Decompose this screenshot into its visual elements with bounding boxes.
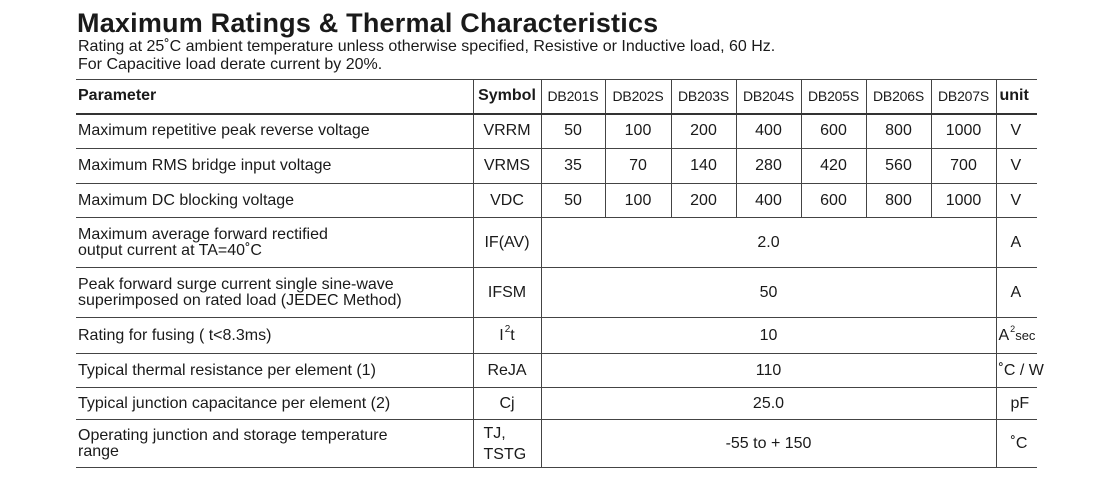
parameter-cell: Maximum repetitive peak reverse voltage [78, 122, 370, 140]
parameter-line: Maximum average forward rectified [78, 225, 328, 243]
value-cell: 140 [671, 149, 736, 184]
symbol-tail: t [510, 326, 515, 344]
value-cell: 70 [605, 149, 671, 184]
table-row [76, 354, 1037, 388]
parameter-line: output current at TA=40˚C [78, 241, 262, 259]
parameter-line: Operating junction and storage temperature [78, 426, 388, 444]
parameter-line: superimposed on rated load (JEDEC Method) [78, 291, 402, 309]
symbol-cell: Cj [473, 388, 541, 420]
unit-cell: V [996, 149, 1037, 184]
unit-cell [996, 318, 1037, 354]
value-cell: 600 [801, 114, 866, 149]
header-device: DB203S [671, 80, 736, 114]
value-cell: 10 [541, 318, 996, 354]
symbol-cell: IF(AV) [473, 218, 541, 268]
symbol-superscript: 2 [504, 323, 511, 335]
table-header-row [76, 80, 1037, 114]
parameter-cell [76, 218, 473, 268]
table-row [76, 184, 1037, 218]
header-device: DB207S [931, 80, 996, 114]
value-cell: 100 [605, 114, 671, 149]
value-cell: 800 [866, 114, 931, 149]
value-cell: 2.0 [541, 218, 996, 268]
unit-superscript: 2 [1010, 323, 1016, 334]
parameter-cell: Typical thermal resistance per element (1) [78, 361, 376, 379]
parameter-line: range [78, 442, 119, 460]
header-parameter: Parameter [78, 87, 157, 105]
header-device: DB201S [541, 80, 605, 114]
symbol-line: TJ, [483, 424, 506, 442]
value-cell: 200 [671, 114, 736, 149]
unit-cell: ˚C / W [996, 354, 1037, 388]
symbol-cell [473, 318, 541, 354]
symbol-cell: VRMS [473, 149, 541, 184]
value-cell: -55 to + 150 [541, 420, 996, 468]
symbol-cell: IFSM [473, 268, 541, 318]
header-device: DB204S [736, 80, 801, 114]
parameter-cell: Typical junction capacitance per element (2) [78, 394, 391, 412]
value-cell: 280 [736, 149, 801, 184]
unit-cell: V [996, 114, 1037, 149]
parameter-cell: Rating for fusing ( t<8.3ms) [78, 326, 272, 344]
table-row [76, 149, 1037, 184]
header-device: DB206S [866, 80, 931, 114]
unit-base: A [998, 326, 1010, 344]
value-cell: 1000 [931, 184, 996, 218]
capacitive-note: For Capacitive load derate current by 20%. [78, 56, 383, 73]
value-cell: 50 [541, 184, 605, 218]
unit-cell: A [996, 268, 1037, 318]
value-cell: 200 [671, 184, 736, 218]
value-cell: 50 [541, 268, 996, 318]
table-row [76, 268, 1037, 318]
unit-cell: ˚C [996, 420, 1037, 468]
header-device: DB202S [605, 80, 671, 114]
value-cell: 100 [605, 184, 671, 218]
value-cell: 700 [931, 149, 996, 184]
parameter-line: Peak forward surge current single sine-wave [78, 275, 394, 293]
value-cell: 25.0 [541, 388, 996, 420]
ratings-table [76, 79, 1044, 468]
value-cell: 35 [541, 149, 605, 184]
value-cell: 110 [541, 354, 996, 388]
symbol-cell: VDC [473, 184, 541, 218]
symbol-cell [473, 420, 541, 468]
table-row [76, 420, 1037, 468]
value-cell: 50 [541, 114, 605, 149]
unit-cell: pF [996, 388, 1037, 420]
value-cell: 560 [866, 149, 931, 184]
unit-tail: sec [1015, 327, 1036, 343]
symbol-base: I [499, 326, 504, 344]
unit-cell: V [996, 184, 1037, 218]
rating-note: Rating at 25˚C ambient temperature unless otherwise specified, Resistive or Inductive load, 60 Hz. [78, 38, 776, 55]
parameter-cell: Maximum DC blocking voltage [78, 191, 295, 209]
parameter-cell [76, 420, 473, 468]
table-row [76, 318, 1037, 354]
symbol-line: TSTG [483, 445, 527, 463]
unit-cell: A [996, 218, 1037, 268]
value-cell: 1000 [931, 114, 996, 149]
table-row [76, 114, 1037, 149]
header-device: DB205S [801, 80, 866, 114]
value-cell: 400 [736, 114, 801, 149]
value-cell: 420 [801, 149, 866, 184]
page-title: Maximum Ratings & Thermal Characteristics [77, 8, 659, 38]
parameter-cell: Maximum RMS bridge input voltage [78, 157, 332, 174]
table-row [76, 388, 1037, 420]
parameter-cell [76, 268, 473, 318]
value-cell: 400 [736, 184, 801, 218]
table-row [76, 218, 1037, 268]
symbol-cell: ReJA [473, 354, 541, 388]
header-symbol: Symbol [473, 80, 541, 114]
value-cell: 600 [801, 184, 866, 218]
header-unit: unit [996, 80, 1037, 114]
value-cell: 800 [866, 184, 931, 218]
symbol-cell: VRRM [473, 114, 541, 149]
